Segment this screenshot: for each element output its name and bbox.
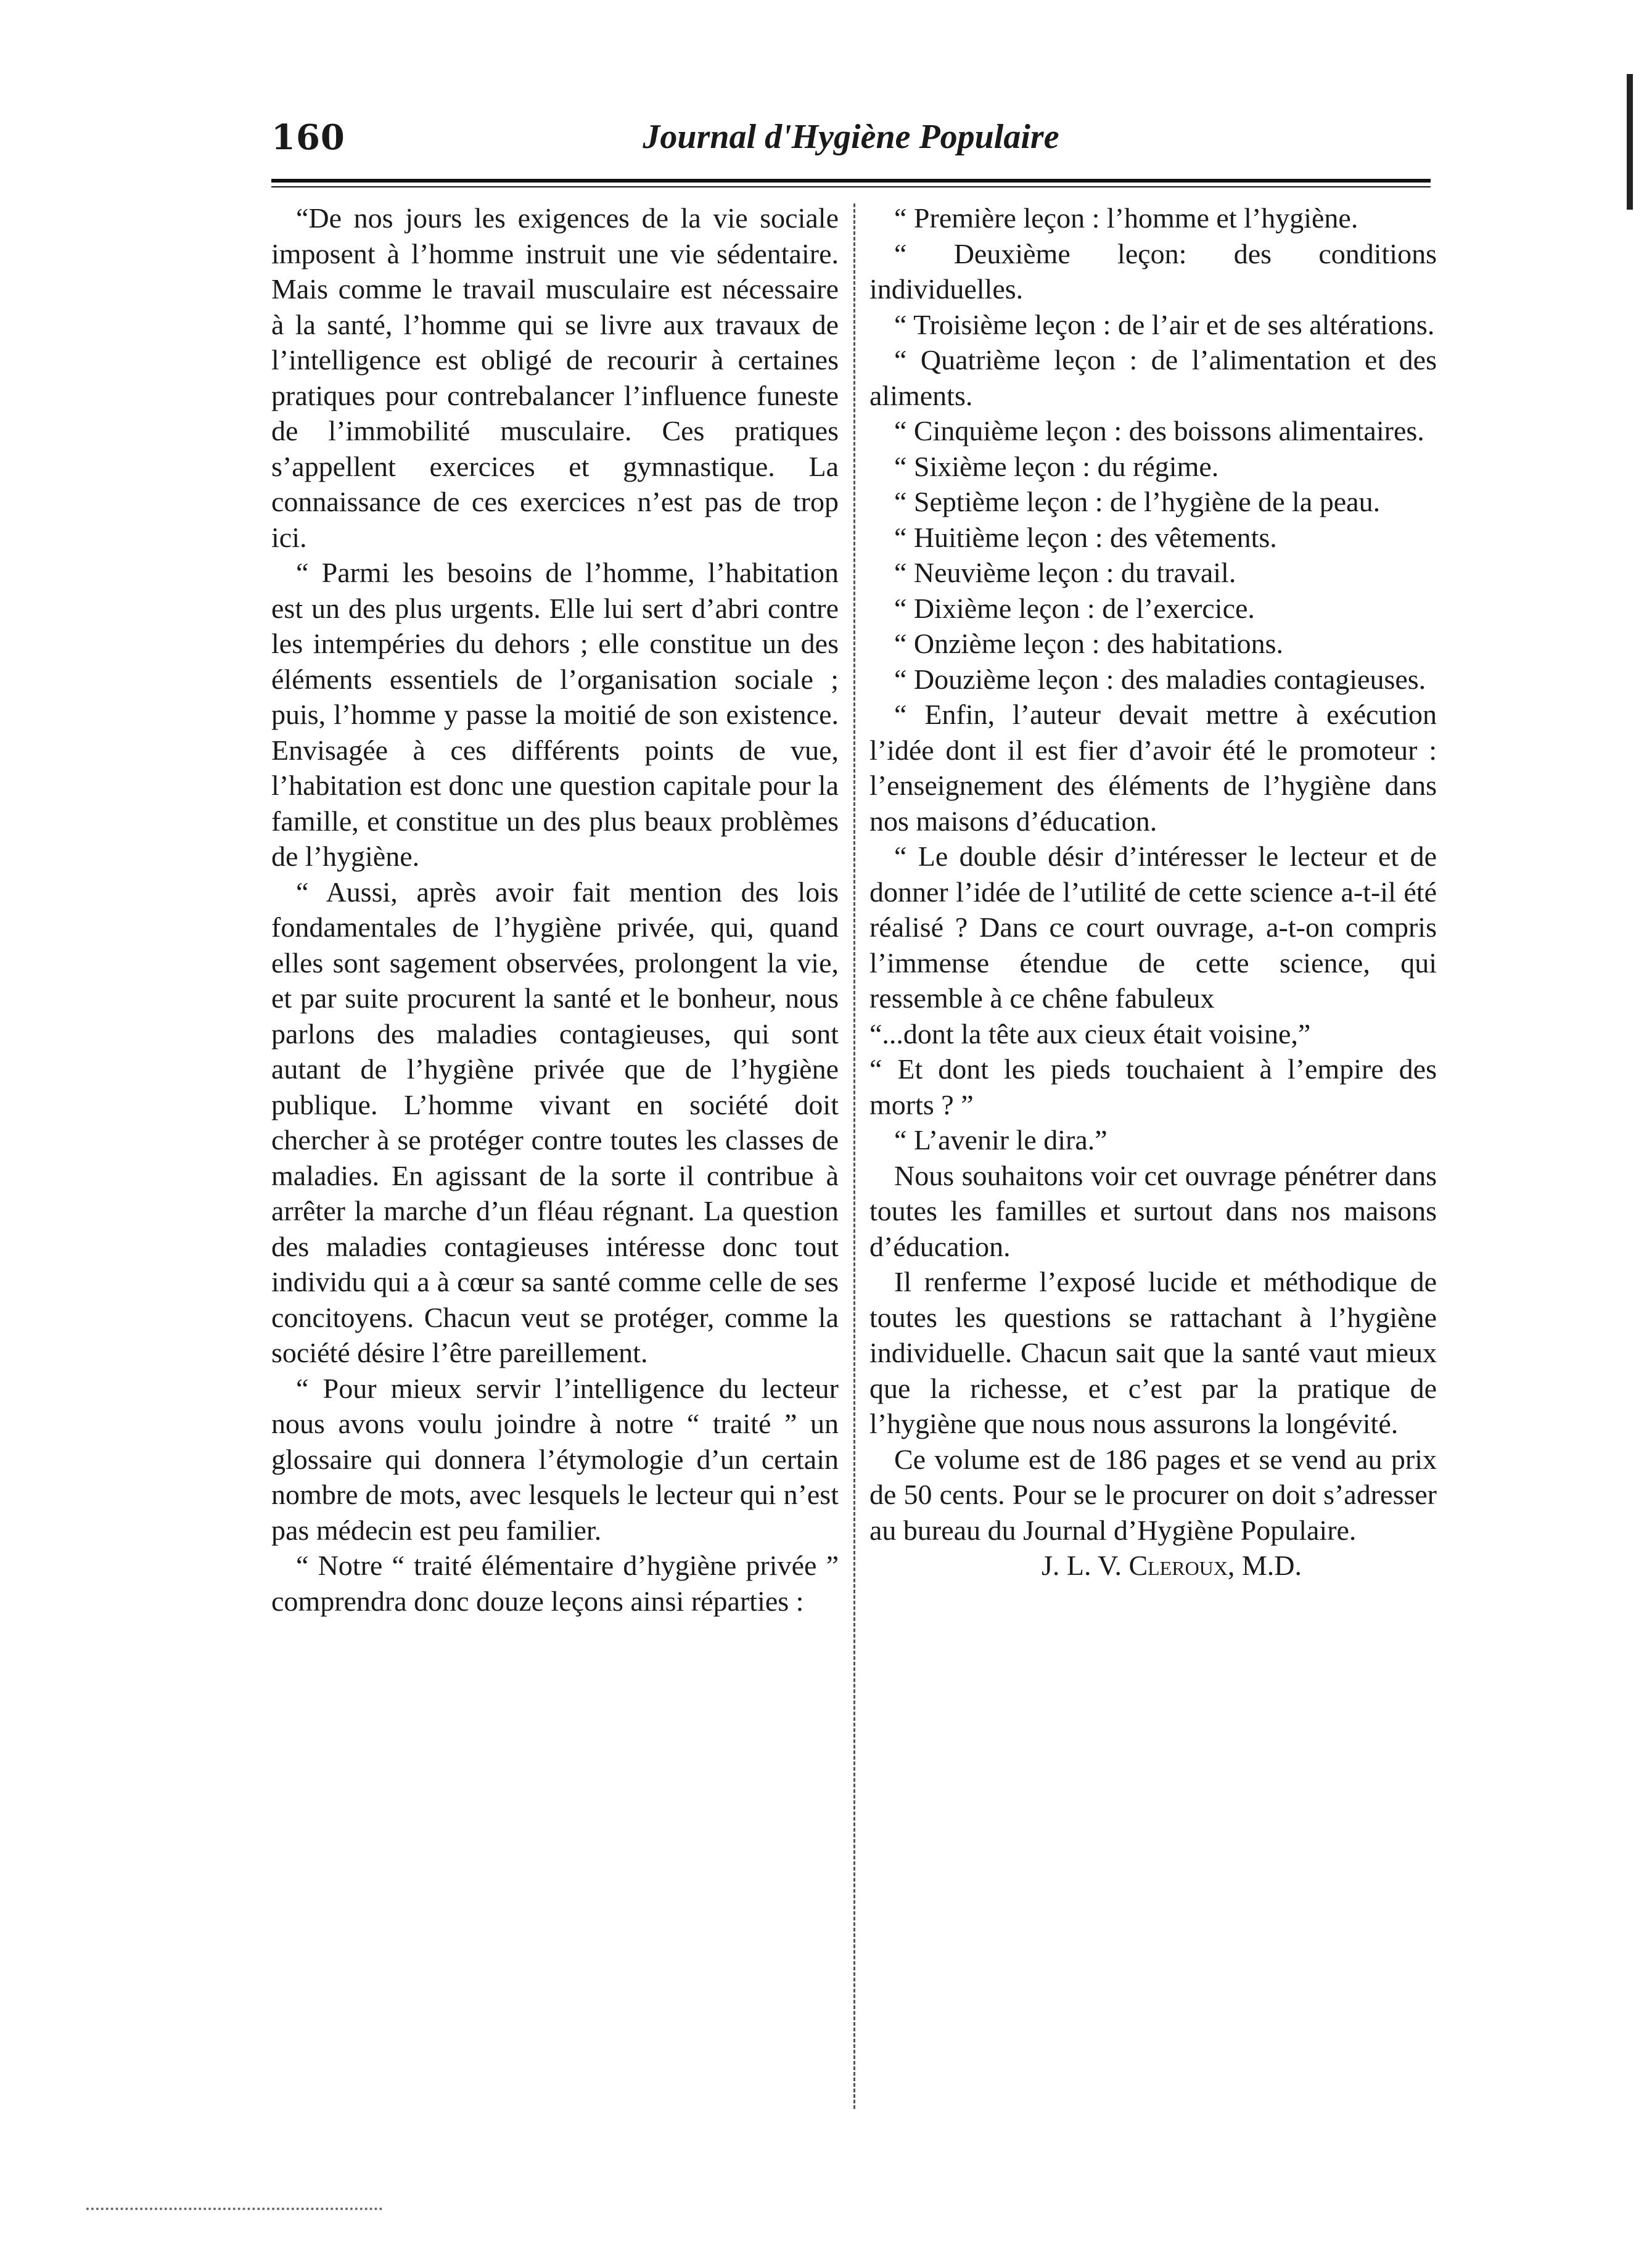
signature: J. L. V. Cleroux, M.D. (1041, 1550, 1302, 1581)
lesson-item: “ Huitième leçon : des vêtements. (894, 521, 1277, 553)
paragraph: “ Parmi les besoins de l’homme, l’habitation est un des plus urgents. Elle lui sert d’abri contre les intempéries du dehors ; elle constitue un des éléments essentiels de l’organisation sociale ; puis, l’homme y passe la moitié de son existence. Envisagée à ces différents points de vue, l’habitation est donc une question capitale pour la famille, et constitue un des plus beaux problèmes de l’hygiène. (271, 557, 839, 872)
paragraph: Ce volume est de 186 pages et se vend au prix de 50 cents. Pour se le procurer on doit s’adresser au bureau du Journal d’Hygiène Populaire. (869, 1443, 1437, 1546)
lesson-item: “ Dixième leçon : de l’exercice. (894, 592, 1255, 624)
lesson-item: “ Sixième leçon : du régime. (894, 450, 1219, 482)
page-number: 160 (271, 117, 345, 158)
margin-mark (1627, 74, 1633, 210)
verse-line: “ Et dont les pieds touchaient à l’empire des morts ? ” (869, 1053, 1437, 1120)
paragraph: “ Le double désir d’intéresser le lecteur et de donner l’idée de l’utilité de cette science a-t-il été réalisé ? Dans ce court ouvrage, a-t-on compris l’immense étendue de cette science, qui ressemble à ce chêne fabuleux (869, 840, 1437, 1014)
paragraph: “ Enfin, l’auteur devait mettre à exécution l’idée dont il est fier d’avoir été le promoteur : l’enseignement des éléments de l’hygiène dans nos maisons d’éducation. (869, 699, 1437, 837)
lesson-item: “ Onzième leçon : des habitations. (894, 628, 1284, 659)
paragraph: “ Pour mieux servir l’intelligence du lecteur nous avons voulu joindre à notre “ traité ” un glossaire qui donnera l’étymologie d’un certain nombre de mots, avec lesquels le lecteur qui n’est pas médecin est peu familier. (271, 1372, 839, 1546)
paragraph: “ Notre “ traité élémentaire d’hygiène privée ” comprendra donc douze leçons ainsi réparties : (271, 1550, 839, 1617)
page-header (271, 105, 1431, 179)
verse-line: “...dont la tête aux cieux était voisine,” (869, 1017, 1311, 1050)
lesson-item: “ Neuvième leçon : du travail. (894, 557, 1236, 588)
running-title: Journal d'Hygiène Populaire (643, 118, 1059, 156)
lesson-item: “ Septième leçon : de l’hygiène de la peau. (894, 486, 1381, 517)
lesson-item: “ Quatrième leçon : de l’alimentation et des aliments. (869, 344, 1437, 411)
paragraph: Nous souhaitons voir cet ouvrage pénétrer dans toutes les familles et surtout dans nos maisons d’éducation. (869, 1159, 1437, 1262)
left-column (271, 200, 839, 1619)
paragraph: “ Aussi, après avoir fait mention des lois fondamentales de l’hygiène privée, qui, quand elles sont sagement observées, prolongent la vie, et par suite procurent la santé et le bonheur, nous parlons des maladies contagieuses, qui sont autant de l’hygiène privée que de l’hygiène publique. L’homme vivant en société doit chercher à se protéger contre toutes les classes de maladies. En agissant de la sorte il contribue à arrêter la marche d’un fléau régnant. La question des maladies contagieuses intéresse donc tout individu qui a à cœur sa santé comme celle de ses concitoyens. Chacun veut se protéger, comme la société désire l’être pareillement. (271, 876, 839, 1368)
lesson-item: “ Première leçon : l’homme et l’hygiène. (894, 202, 1358, 234)
lesson-item: “ Troisième leçon : de l’air et de ses altérations. (894, 308, 1435, 340)
lesson-item: “ Douzième leçon : des maladies contagieuses. (894, 663, 1426, 695)
paragraph: “De nos jours les exigences de la vie sociale imposent à l’homme instruit une vie sédentaire. Mais comme le travail musculaire est nécessaire à la santé, l’homme qui se livre aux travaux de l’intelligence est obligé de recourir à certaines pratiques pour contrebalancer l’influence funeste de l’immobilité musculaire. Ces pratiques s’appellent exercices et gymnastique. La connaissance de ces exercices n’est pas de trop ici. (271, 202, 839, 553)
lesson-item: “ Cinquième leçon : des boissons alimentaires. (894, 415, 1424, 446)
header-rule-thin (271, 186, 1431, 187)
paragraph: “ L’avenir le dira.” (894, 1124, 1107, 1156)
footer-mark (86, 2208, 382, 2213)
right-column (869, 200, 1437, 1584)
lesson-item: “ Deuxième leçon: des conditions individuelles. (869, 237, 1437, 305)
paragraph: Il renferme l’exposé lucide et méthodique de toutes les questions se rattachant à l’hygiène individuelle. Chacun sait que la santé vaut mieux que la richesse, et c’est par la pratique de l’hygiène que nous nous assurons la longévité. (869, 1266, 1437, 1439)
header-rule-thick (271, 179, 1431, 183)
column-divider (853, 203, 855, 2109)
